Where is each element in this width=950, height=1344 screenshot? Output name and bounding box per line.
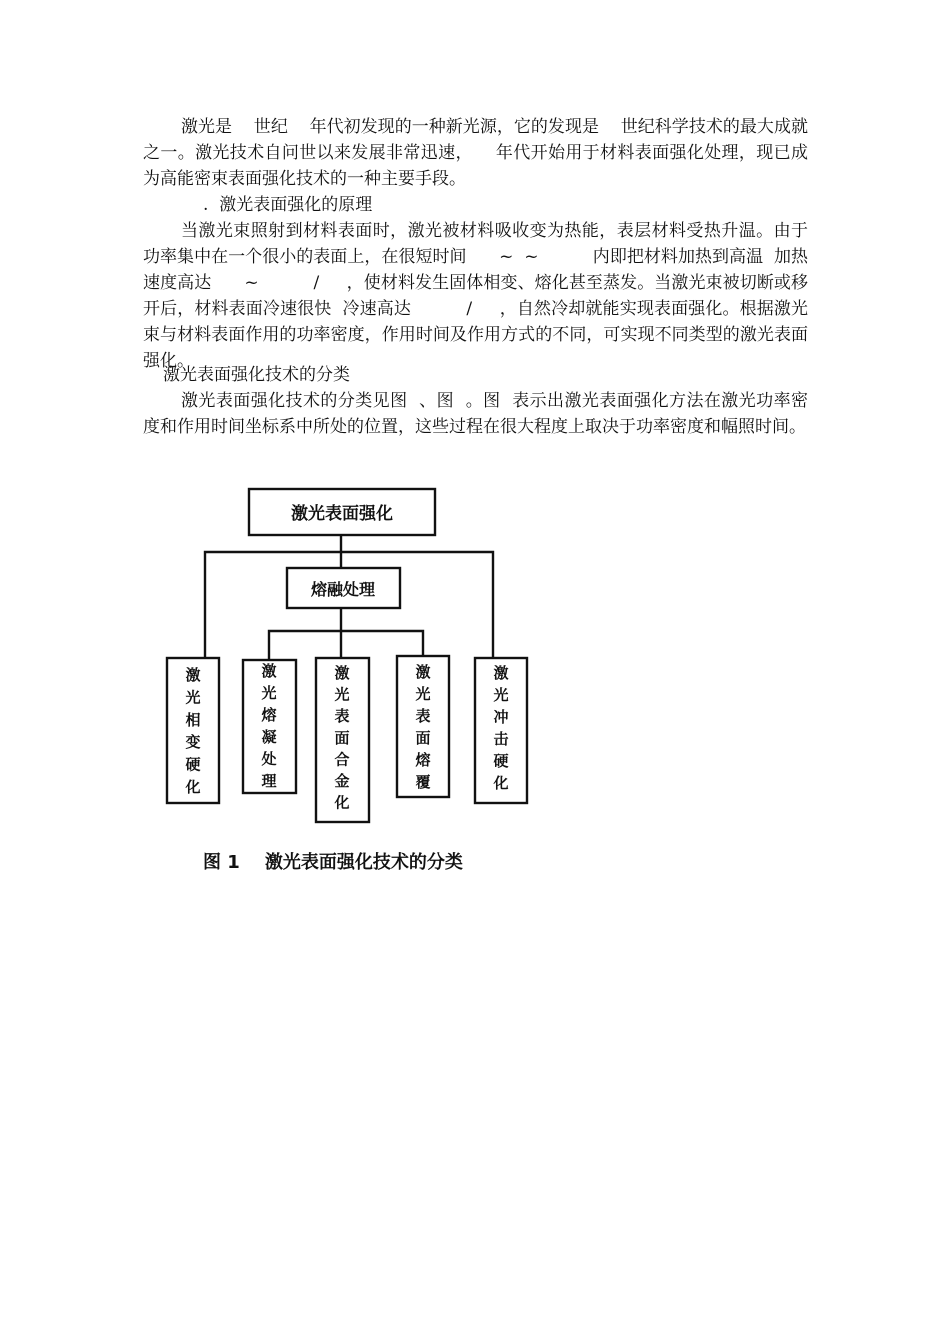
section-heading-classification: 激光表面强化技术的分类 [163,365,350,385]
figure-caption: 图 1 激光表面强化技术的分类 [203,852,463,873]
leaf-node-label-3: 激光表面合金化 [334,664,350,812]
principle-paragraph: 当激光束照射到材料表面时，激光被材料吸收变为热能，表层材料受热升温。由于功率集中在一个很小的表面上，在很短时间 ~ ~ 内即把材料加热到高温 加热速度高达 ~ / ，使材料发生固体相变、熔化甚至蒸发。当激光束被切断或移开后，材料表面冷速很快 冷速高达 / ，自然冷却就能实现表面强化。根据激光束与材料表面作用的功率密度，作用时间及作用方式的不同，可实现不同类型的激光表面强化。 [143,221,808,371]
leaf-node-label-1: 激光相变硬化 [185,666,201,796]
classification-paragraph: 激光表面强化技术的分类见图 、图 。图 表示出激光表面强化方法在激光功率密度和作用时间坐标系中所处的位置，这些过程在很大程度上取决于功率密度和幅照时间。 [143,391,808,437]
middle-node-label: 熔融处理 [310,580,376,599]
root-node-label: 激光表面强化 [291,504,393,524]
section-heading-principle: . 激光表面强化的原理 [203,195,373,215]
leaf-node-label-5: 激光冲击硬化 [493,664,509,792]
leaf-node-label-4: 激光表面熔覆 [415,663,431,791]
intro-paragraph: 激光是 世纪 年代初发现的一种新光源，它的发现是 世纪科学技术的最大成就之一。激光技术自问世以来发展非常迅速， 年代开始用于材料表面强化处理，现已成为高能密束表面强化技术的一种主要手段。 [143,117,808,189]
leaf-node-label-2: 激光熔凝处理 [261,662,277,790]
